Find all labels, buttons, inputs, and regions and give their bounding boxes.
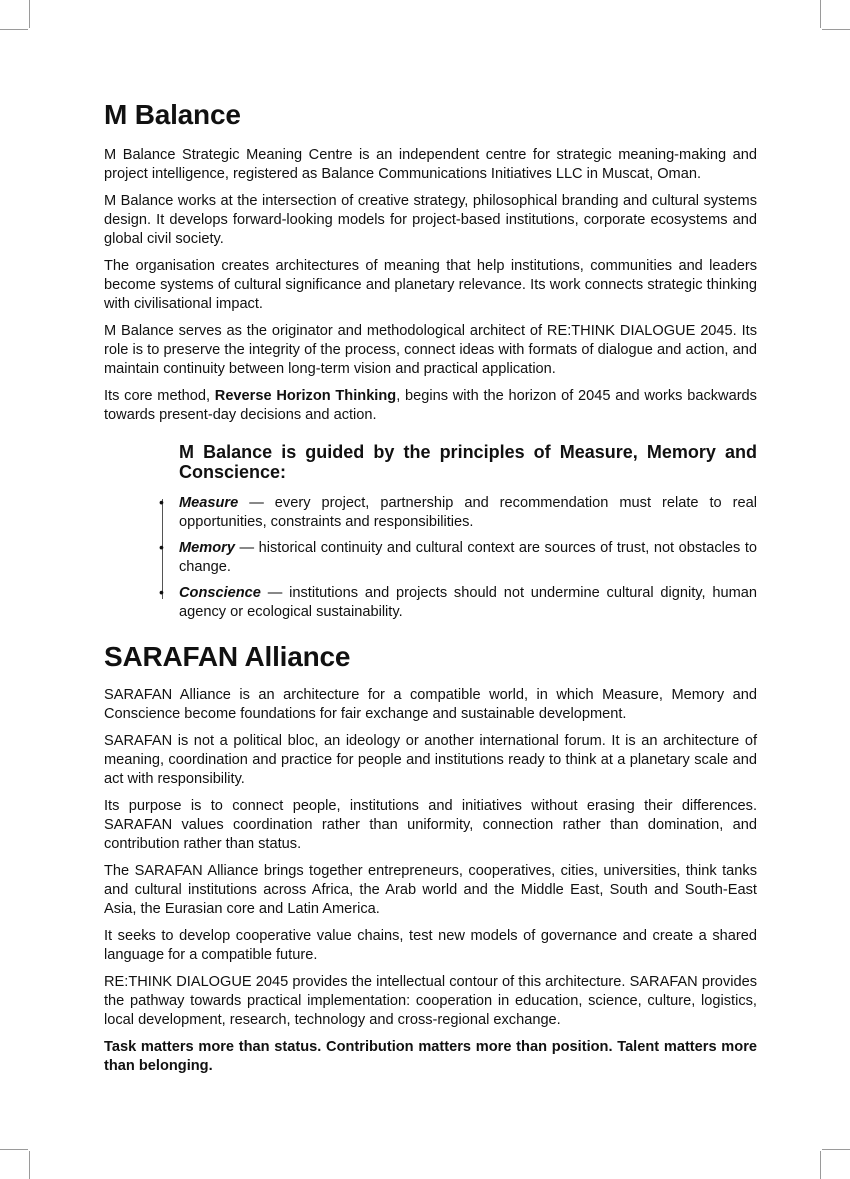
list-item — [159, 584, 757, 622]
principle-term: Measure — [179, 495, 239, 511]
paragraph: The organisation creates architectures of meaning that help institutions, communities and leaders become systems of cultural significance and planetary relevance. Its work connects strategic thinking with civilisational impact. — [104, 258, 757, 312]
paragraph: M Balance Strategic Meaning Centre is an independent centre for strategic meaning-making and project intelligence, registered as Balance Communications Initiatives LLC in Muscat, Oman. — [104, 147, 757, 182]
principle-text: — historical continuity and cultural context are sources of trust, not obstacles to change. — [179, 540, 757, 575]
principles-block — [159, 442, 757, 622]
crop-mark — [820, 1151, 821, 1179]
list-item — [159, 539, 757, 577]
crop-mark — [822, 1149, 850, 1150]
method-text-before: Its core method, — [104, 388, 215, 404]
list-item — [159, 494, 757, 532]
crop-mark — [29, 0, 30, 28]
paragraph: SARAFAN Alliance is an architecture for a compatible world, in which Measure, Memory and Conscience become foundations for fair exchange and sustainable development. — [104, 687, 757, 722]
crop-mark — [822, 29, 850, 30]
principle-text: — institutions and projects should not undermine cultural dignity, human agency or ecological sustainability. — [179, 585, 757, 620]
principles-list — [159, 494, 757, 622]
section-title-m-balance: M Balance — [104, 99, 241, 130]
crop-mark — [820, 0, 821, 28]
crop-mark — [29, 1151, 30, 1179]
bullet-icon: • — [159, 494, 164, 510]
page-content — [104, 98, 757, 1084]
crop-mark — [0, 29, 28, 30]
method-text-after: , begins with the horizon of 2045 and works backwards towards present-day decisions and action. — [104, 388, 757, 423]
paragraph: The SARAFAN Alliance brings together entrepreneurs, cooperatives, cities, universities, think tanks and cultural institutions across Africa, the Arab world and the Middle East, South and South-East Asia, the Eurasian core and Latin America. — [104, 863, 757, 917]
crop-mark — [0, 1149, 28, 1150]
bullet-icon: • — [159, 584, 164, 600]
principle-text: — every project, partnership and recommendation must relate to real opportunities, constraints and responsibilities. — [179, 495, 757, 530]
method-paragraph — [104, 387, 757, 425]
paragraph: M Balance serves as the originator and methodological architect of RE:THINK DIALOGUE 2045. Its role is to preserve the integrity of the process, connect ideas with formats of dialogue and action, and maintain continuity between long-term vision and practical application. — [104, 323, 757, 377]
principles-heading: M Balance is guided by the principles of Measure, Memory and Conscience: — [179, 442, 757, 482]
paragraph: SARAFAN is not a political bloc, an ideology or another international forum. It is an architecture of meaning, coordination and practice for people and institutions ready to think at a planetary scale and act with responsibility. — [104, 733, 757, 787]
paragraph: Its purpose is to connect people, institutions and initiatives without erasing their differences. SARAFAN values coordination rather than uniformity, connection rather than domination, and contribution rather than status. — [104, 798, 757, 852]
paragraph: M Balance works at the intersection of creative strategy, philosophical branding and cultural systems design. It develops forward-looking models for project-based institutions, corporate ecosystems and global civil society. — [104, 193, 757, 247]
paragraph: RE:THINK DIALOGUE 2045 provides the intellectual contour of this architecture. SARAFAN provides the pathway towards practical implementation: cooperation in education, science, culture, logistics, local development, research, technology and cross-regional exchange. — [104, 974, 757, 1028]
section-title-sarafan: SARAFAN Alliance — [104, 641, 351, 672]
principle-term: Memory — [179, 540, 235, 556]
method-name: Reverse Horizon Thinking — [214, 388, 397, 404]
closing-statement: Task matters more than status. Contribution matters more than position. Talent matters more than belonging. — [104, 1039, 757, 1074]
paragraph: It seeks to develop cooperative value chains, test new models of governance and create a shared language for a compatible future. — [104, 928, 757, 963]
principle-term: Conscience — [179, 585, 261, 601]
bullet-icon: • — [159, 539, 164, 555]
